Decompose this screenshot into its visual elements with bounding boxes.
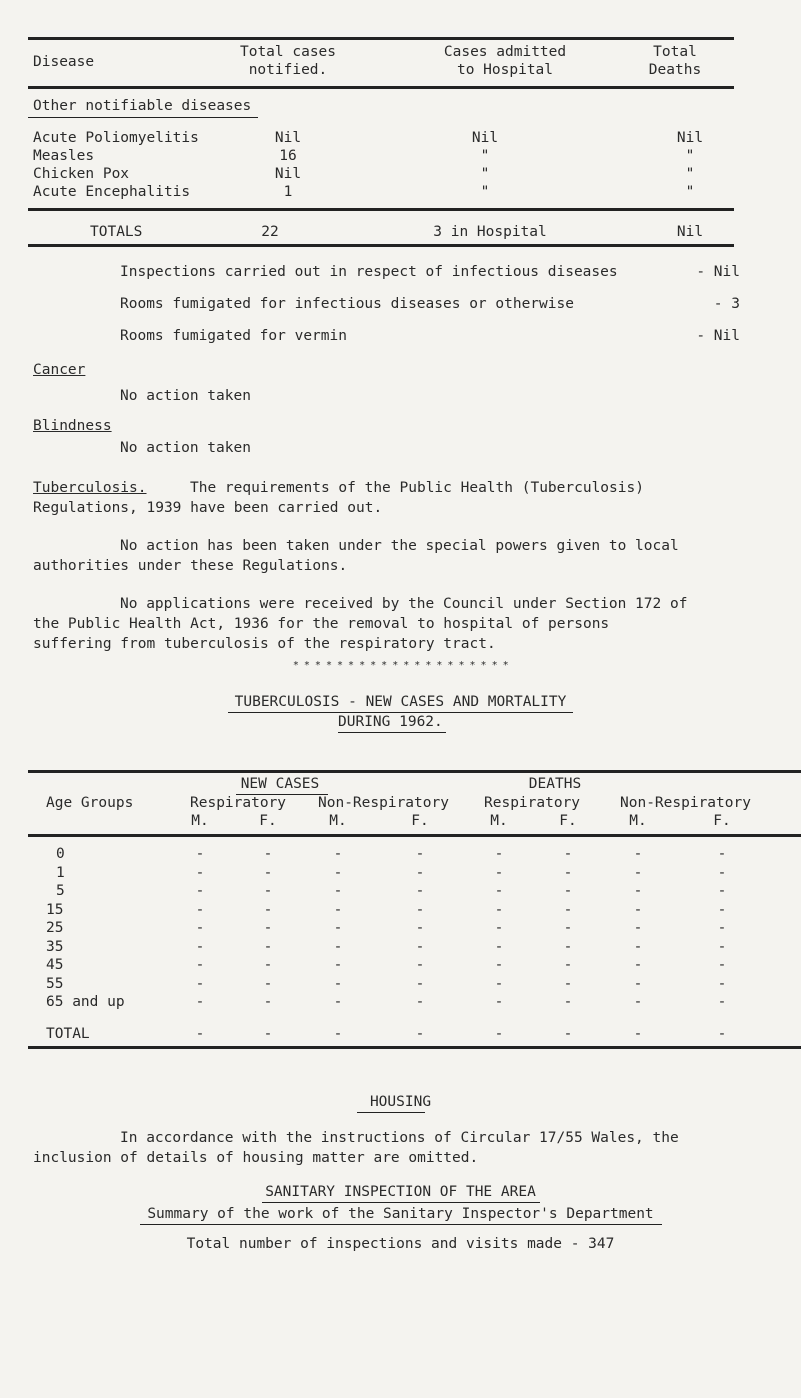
tb-cell-dash: - — [717, 883, 727, 899]
tb-cell-dash: - — [633, 864, 643, 881]
inspection-value-2: - 3 — [713, 296, 740, 312]
tb-age-group: 55 — [46, 975, 64, 992]
tb-cell-dash: - — [494, 920, 504, 936]
tb-header-rule — [28, 834, 801, 837]
tb-total-dash: - — [633, 1026, 643, 1042]
header-disease: Disease — [33, 54, 95, 70]
totals-bottom-rule — [28, 244, 734, 247]
tb-total-dash: - — [195, 1026, 205, 1042]
tb-heading: Tuberculosis. — [33, 480, 147, 496]
tb-col-age: Age Groups — [46, 795, 134, 811]
tb-sub-resp-new: Respiratory — [190, 795, 287, 811]
row-disease-3: Chicken Pox — [33, 166, 130, 182]
tb-cell-dash: - — [333, 938, 343, 955]
tb-cell-dash: - — [563, 864, 573, 881]
tb-cell-dash: - — [195, 975, 205, 992]
tb-cell-dash: - — [333, 846, 343, 862]
row-disease-1: Acute Poliomyelitis — [33, 130, 199, 146]
tb-para1-line2: Regulations, 1939 have been carried out. — [33, 500, 383, 516]
tb-cell-dash: - — [494, 975, 504, 992]
row-admitted-3: " — [480, 166, 490, 182]
row-disease-4: Acute Encephalitis — [33, 184, 191, 200]
blindness-heading: Blindness — [33, 418, 112, 434]
tb-cell-dash: - — [263, 994, 273, 1010]
row-deaths-2: " — [685, 148, 695, 164]
tb-cell-dash: - — [717, 864, 727, 881]
tb-cell-dash: - — [633, 975, 643, 992]
tb-bottom-rule — [28, 1046, 801, 1049]
tb-age-group: 45 — [46, 957, 64, 973]
totals-top-rule — [28, 208, 734, 211]
tb-cell-dash: - — [633, 901, 643, 918]
tb-sex-1: M. — [191, 813, 209, 829]
sanitary-sub-underline — [140, 1224, 662, 1225]
tb-table-title-2: DURING 1962. — [338, 714, 443, 730]
row-notified-3: Nil — [274, 166, 302, 182]
tb-total-dash: - — [333, 1026, 343, 1042]
tb-sex-6: F. — [559, 813, 577, 829]
tb-cell-dash: - — [633, 883, 643, 899]
section-underline — [28, 117, 258, 118]
tb-cell-dash: - — [563, 920, 573, 936]
tb-top-rule — [28, 770, 801, 773]
row-notified-2: 16 — [279, 148, 297, 164]
tb-total-dash: - — [717, 1026, 727, 1042]
tb-cell-dash: - — [563, 957, 573, 973]
tb-cell-dash: - — [333, 901, 343, 918]
inspection-text-2: Rooms fumigated for infectious diseases or otherwise — [120, 296, 574, 312]
totals-label: TOTALS — [90, 224, 143, 240]
sanitary-subheading: Summary of the work of the Sanitary Inspector's Department — [147, 1206, 654, 1222]
tb-cell-dash: - — [195, 864, 205, 881]
tb-cell-dash: - — [494, 957, 504, 973]
header-rule — [28, 86, 734, 89]
header-deaths-2: Deaths — [648, 62, 702, 78]
tb-cell-dash: - — [263, 846, 273, 862]
tb-cell-dash: - — [633, 938, 643, 955]
tb-sex-5: M. — [490, 813, 508, 829]
tb-sub-resp-deaths: Respiratory — [484, 795, 581, 811]
sanitary-heading: SANITARY INSPECTION OF THE AREA — [265, 1184, 536, 1200]
tb-cell-dash: - — [263, 938, 273, 955]
tb-age-group: 5 — [56, 883, 65, 899]
tb-total-dash: - — [415, 1026, 425, 1042]
housing-underline — [357, 1112, 425, 1113]
tb-para1-line1: The requirements of the Public Health (Tuberculosis) — [190, 480, 644, 496]
tb-total-dash: - — [263, 1026, 273, 1042]
tb-title-underline-1 — [228, 712, 573, 713]
tb-cell-dash: - — [717, 994, 727, 1010]
tb-cell-dash: - — [333, 957, 343, 973]
tb-sex-2: F. — [259, 813, 277, 829]
row-admitted-1: Nil — [471, 130, 499, 146]
tb-cell-dash: - — [195, 901, 205, 918]
housing-line-1: In accordance with the instructions of Circular 17/55 Wales, the — [120, 1130, 679, 1146]
tb-cell-dash: - — [263, 975, 273, 992]
inspection-text-1: Inspections carried out in respect of infectious diseases — [120, 264, 618, 280]
tb-cell-dash: - — [563, 883, 573, 899]
tb-cell-dash: - — [563, 846, 573, 862]
tb-cell-dash: - — [494, 901, 504, 918]
tb-cell-dash: - — [415, 864, 425, 881]
tb-cell-dash: - — [494, 864, 504, 881]
tb-age-group: 15 — [46, 901, 64, 918]
row-deaths-3: " — [685, 166, 695, 182]
inspection-value-1: - Nil — [696, 264, 740, 280]
tb-cell-dash: - — [415, 994, 425, 1010]
tb-cell-dash: - — [633, 846, 643, 862]
tb-sub-nonresp-new: Non-Respiratory — [318, 795, 449, 811]
inspection-value-3: - Nil — [696, 328, 740, 344]
tb-total-dash: - — [494, 1026, 504, 1042]
tb-age-group: 0 — [56, 846, 65, 862]
tb-cell-dash: - — [717, 975, 727, 992]
cancer-text: No action taken — [120, 388, 251, 404]
tb-cell-dash: - — [717, 901, 727, 918]
tb-cell-dash: - — [195, 957, 205, 973]
totals-deaths: Nil — [676, 224, 704, 240]
tb-cell-dash: - — [415, 938, 425, 955]
housing-line-2: inclusion of details of housing matter are omitted. — [33, 1150, 479, 1166]
tb-cell-dash: - — [263, 864, 273, 881]
tb-cell-dash: - — [195, 994, 205, 1010]
cancer-heading: Cancer — [33, 362, 86, 378]
tb-cell-dash: - — [563, 901, 573, 918]
header-admitted-2: to Hospital — [456, 62, 554, 78]
tb-title-underline-2 — [338, 732, 446, 733]
tb-cell-dash: - — [563, 975, 573, 992]
tb-total-dash: - — [563, 1026, 573, 1042]
tb-sex-3: M. — [329, 813, 347, 829]
tb-cell-dash: - — [195, 920, 205, 936]
tb-cell-dash: - — [717, 957, 727, 973]
tb-cell-dash: - — [263, 883, 273, 899]
tb-para2-line1: No action has been taken under the special powers given to local — [120, 538, 679, 554]
header-deaths-1: Total — [653, 44, 697, 60]
tb-cell-dash: - — [263, 957, 273, 973]
tb-cell-dash: - — [415, 975, 425, 992]
section-label: Other notifiable diseases — [33, 98, 252, 114]
row-admitted-4: " — [480, 184, 490, 200]
row-admitted-2: " — [480, 148, 490, 164]
tb-group-new: NEW CASES — [240, 776, 320, 792]
tb-cell-dash: - — [563, 938, 573, 955]
tb-cell-dash: - — [633, 994, 643, 1010]
tb-cell-dash: - — [415, 846, 425, 862]
tb-cell-dash: - — [195, 846, 205, 862]
tb-cell-dash: - — [333, 920, 343, 936]
tb-cell-dash: - — [633, 920, 643, 936]
tb-group-deaths: DEATHS — [528, 776, 582, 792]
tb-cell-dash: - — [415, 920, 425, 936]
tb-sex-7: M. — [629, 813, 647, 829]
tb-total-label: TOTAL — [46, 1026, 90, 1042]
tb-cell-dash: - — [494, 846, 504, 862]
tb-cell-dash: - — [494, 938, 504, 955]
row-notified-1: Nil — [274, 130, 302, 146]
tb-age-group: 65 and up — [46, 994, 125, 1010]
totals-admitted: 3 in Hospital — [433, 224, 547, 240]
row-disease-2: Measles — [33, 148, 95, 164]
header-total-cases-1: Total cases — [239, 44, 337, 60]
sanitary-underline — [262, 1202, 540, 1203]
separator-stars: * * * * * * * * * * * * * * * * * * * * — [292, 660, 509, 671]
tb-para3-line3: suffering from tuberculosis of the respiratory tract. — [33, 636, 496, 652]
tb-cell-dash: - — [333, 994, 343, 1010]
tb-cell-dash: - — [563, 994, 573, 1010]
tb-cell-dash: - — [333, 975, 343, 992]
tb-cell-dash: - — [195, 883, 205, 899]
tb-para3-line2: the Public Health Act, 1936 for the removal to hospital of persons — [33, 616, 610, 632]
housing-heading: HOUSING — [369, 1094, 432, 1110]
tb-cell-dash: - — [717, 846, 727, 862]
tb-para3-line1: No applications were received by the Council under Section 172 of — [120, 596, 688, 612]
row-notified-4: 1 — [283, 184, 293, 200]
tb-cell-dash: - — [415, 901, 425, 918]
tb-table-title-1: TUBERCULOSIS - NEW CASES AND MORTALITY — [234, 694, 567, 710]
inspection-text-3: Rooms fumigated for vermin — [120, 328, 347, 344]
tb-cell-dash: - — [633, 957, 643, 973]
blindness-text: No action taken — [120, 440, 251, 456]
tb-cell-dash: - — [717, 920, 727, 936]
totals-notified: 22 — [261, 224, 279, 240]
top-rule — [28, 37, 734, 40]
sanitary-total-line: Total number of inspections and visits made - 347 — [186, 1236, 615, 1252]
tb-sex-8: F. — [713, 813, 731, 829]
tb-age-group: 25 — [46, 920, 64, 936]
tb-cell-dash: - — [333, 883, 343, 899]
row-deaths-4: " — [685, 184, 695, 200]
tb-sub-nonresp-deaths: Non-Respiratory — [620, 795, 751, 811]
tb-cell-dash: - — [494, 994, 504, 1010]
tb-cell-dash: - — [717, 938, 727, 955]
tb-cell-dash: - — [195, 938, 205, 955]
tb-cell-dash: - — [415, 883, 425, 899]
tb-age-group: 1 — [56, 864, 65, 881]
tb-sex-4: F. — [411, 813, 429, 829]
tb-cell-dash: - — [263, 920, 273, 936]
tb-para2-line2: authorities under these Regulations. — [33, 558, 348, 574]
tb-cell-dash: - — [494, 883, 504, 899]
tb-cell-dash: - — [415, 957, 425, 973]
header-admitted-1: Cases admitted — [443, 44, 567, 60]
row-deaths-1: Nil — [676, 130, 704, 146]
header-total-cases-2: notified. — [248, 62, 328, 78]
tb-cell-dash: - — [263, 901, 273, 918]
tb-age-group: 35 — [46, 938, 64, 955]
tb-cell-dash: - — [333, 864, 343, 881]
